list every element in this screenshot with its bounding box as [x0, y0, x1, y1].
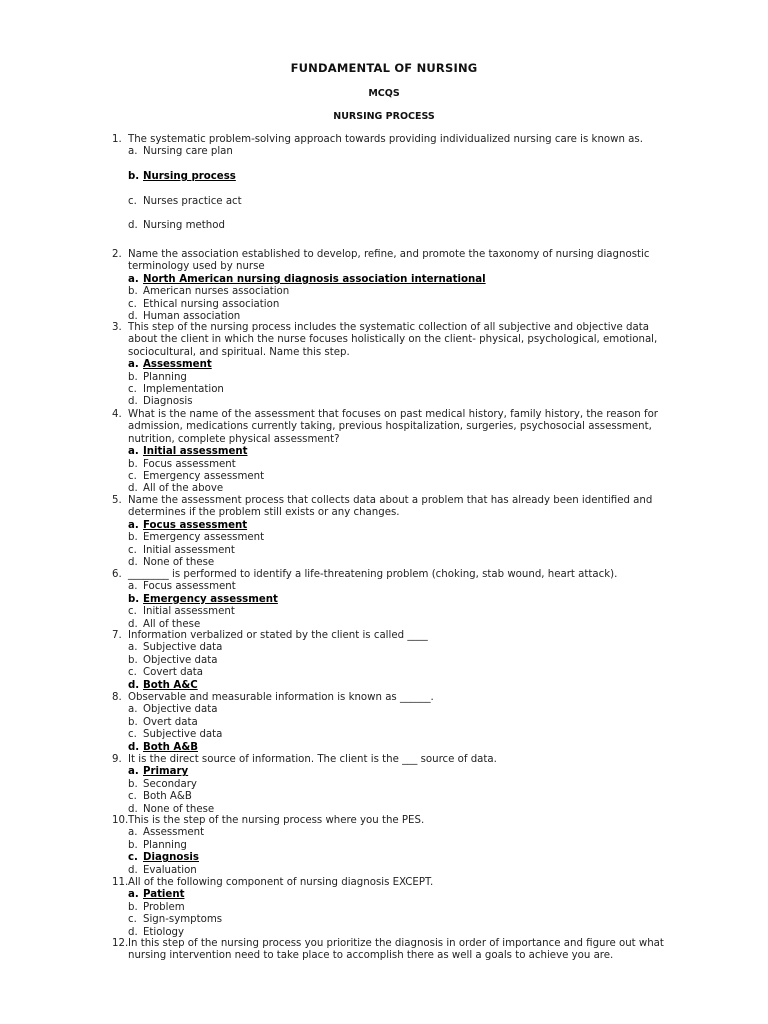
- question-number: 6.: [112, 569, 122, 580]
- answer-option: [128, 729, 672, 741]
- option-letter: b.: [128, 778, 138, 790]
- option-text: Planning: [143, 839, 187, 851]
- answer-options: [128, 642, 672, 692]
- question-item: [112, 692, 672, 754]
- option-letter: b.: [128, 901, 138, 913]
- option-letter: a.: [128, 519, 139, 531]
- correct-answer-option: [128, 889, 672, 901]
- answer-option: [128, 471, 672, 483]
- option-text: Nursing process: [143, 170, 236, 182]
- option-text: All of these: [143, 618, 201, 630]
- option-letter: d.: [128, 679, 140, 691]
- option-letter: d.: [128, 864, 138, 876]
- option-letter: a.: [128, 273, 139, 285]
- answer-option: [128, 532, 672, 544]
- option-letter: c.: [128, 791, 137, 803]
- correct-answer-option: [128, 171, 672, 183]
- question-text: Information verbalized or stated by the client is called ____: [128, 630, 428, 641]
- question-number: 9.: [112, 754, 122, 765]
- question-number: 1.: [112, 134, 122, 145]
- option-letter: d.: [128, 926, 138, 938]
- option-letter: c.: [128, 667, 137, 679]
- option-text: Etiology: [143, 926, 185, 938]
- answer-option: [128, 655, 672, 667]
- answer-options: [128, 704, 672, 754]
- option-letter: c.: [128, 195, 137, 207]
- question-text: Observable and measurable information is known as ______.: [128, 692, 434, 703]
- question-item: [112, 495, 672, 569]
- answer-option: [128, 840, 672, 852]
- answer-option: [128, 299, 672, 311]
- question-text: In this step of the nursing process you prioritize the diagnosis in order of importance and figure out what nursing intervention need to take place to accomplish there as well a goals to achieve you are.: [128, 938, 664, 962]
- option-letter: b.: [128, 839, 138, 851]
- option-text: Planning: [143, 371, 187, 383]
- option-text: Implementation: [143, 384, 224, 395]
- question-text: This step of the nursing process includes the systematic collection of all subjective and objective data about the client in which the nurse focuses holistically on the client- physical, psychological, emotional, sociocultural, and spiritual. Name this step.: [128, 322, 658, 358]
- option-letter: d.: [128, 483, 138, 495]
- question-number: 11.: [112, 877, 129, 888]
- option-text: Both A&B: [143, 741, 198, 753]
- correct-answer-option: [128, 742, 672, 754]
- question-text: The systematic problem-solving approach towards providing individualized nursing care is known as.: [128, 134, 643, 145]
- question-text: What is the name of the assessment that focuses on past medical history, family history, the reason for admission, medications currently taking, previous hospitalization, surgeries, psychosocial assessment, nutrition, complete physical assessment?: [128, 409, 658, 445]
- option-text: Human association: [143, 310, 241, 322]
- answer-option: [128, 581, 672, 593]
- correct-answer-option: [128, 766, 672, 778]
- answer-option: [128, 865, 672, 877]
- option-text: Nursing care plan: [143, 146, 233, 158]
- option-letter: c.: [128, 298, 137, 310]
- answer-option: [128, 396, 672, 408]
- option-text: Nursing method: [143, 220, 225, 232]
- answer-option: [128, 384, 672, 396]
- question-item: [112, 134, 672, 233]
- answer-option: [128, 667, 672, 679]
- option-text: Diagnosis: [143, 396, 193, 408]
- option-text: Overt data: [143, 716, 198, 728]
- answer-option: [128, 286, 672, 298]
- question-text: It is the direct source of information. The client is the ___ source of data.: [128, 754, 497, 765]
- option-letter: c.: [128, 852, 138, 864]
- option-text: Objective data: [143, 654, 218, 666]
- answer-option: [128, 372, 672, 384]
- option-letter: d.: [128, 556, 138, 568]
- option-text: Secondary: [143, 778, 197, 790]
- question-text: This is the step of the nursing process where you the PES.: [128, 815, 425, 826]
- question-number: 10.: [112, 815, 129, 826]
- correct-answer-option: [128, 852, 672, 864]
- option-text: Subjective data: [143, 729, 223, 741]
- answer-option: [128, 545, 672, 557]
- answer-options: [128, 274, 672, 324]
- option-letter: c.: [128, 471, 137, 482]
- answer-option: [128, 606, 672, 618]
- question-item: [112, 630, 672, 692]
- question-number: 12.: [112, 938, 129, 949]
- option-text: None of these: [143, 803, 215, 815]
- option-text: Emergency assessment: [143, 593, 278, 605]
- question-item: [112, 249, 672, 323]
- option-letter: a.: [128, 146, 138, 158]
- question-number: 5.: [112, 495, 122, 506]
- question-item: [112, 938, 672, 963]
- answer-options: [128, 146, 672, 232]
- option-letter: b.: [128, 716, 138, 728]
- answer-option: [128, 642, 672, 654]
- option-letter: b.: [128, 286, 138, 298]
- option-text: Diagnosis: [143, 852, 199, 864]
- option-letter: c.: [128, 544, 137, 556]
- option-letter: b.: [128, 371, 138, 383]
- correct-answer-option: [128, 446, 672, 458]
- answer-option: [128, 146, 672, 158]
- question-text: ________ is performed to identify a life-threatening problem (choking, stab wound, heart attack).: [128, 569, 618, 580]
- option-letter: d.: [128, 618, 138, 630]
- answer-option: [128, 791, 672, 803]
- question-number: 2.: [112, 249, 122, 260]
- answer-options: [128, 827, 672, 877]
- option-text: Objective data: [143, 704, 218, 716]
- option-letter: a.: [128, 827, 138, 839]
- answer-option: [128, 827, 672, 839]
- option-text: Primary: [143, 766, 189, 778]
- option-text: North American nursing diagnosis association international: [143, 273, 486, 285]
- option-text: Both A&C: [143, 679, 198, 691]
- option-text: Focus assessment: [143, 458, 236, 470]
- correct-answer-option: [128, 594, 672, 606]
- option-letter: c.: [128, 914, 137, 926]
- question-number: 7.: [112, 630, 122, 641]
- option-text: None of these: [143, 556, 215, 568]
- answer-option: [128, 914, 672, 926]
- option-text: Focus assessment: [143, 519, 248, 531]
- option-text: All of the above: [143, 483, 224, 495]
- option-letter: b.: [128, 593, 140, 605]
- option-letter: a.: [128, 581, 138, 593]
- option-letter: d.: [128, 220, 138, 232]
- option-text: Initial assessment: [143, 446, 248, 458]
- option-text: Nurses practice act: [143, 195, 242, 207]
- option-text: Assessment: [143, 827, 205, 839]
- answer-options: [128, 766, 672, 816]
- correct-answer-option: [128, 359, 672, 371]
- answer-options: [128, 581, 672, 631]
- question-text: Name the assessment process that collects data about a problem that has already been identified and determines if the problem still exists or any changes.: [128, 495, 653, 519]
- option-letter: b.: [128, 532, 138, 544]
- question-item: [112, 754, 672, 816]
- section-heading: NURSING PROCESS: [333, 111, 435, 122]
- option-letter: a.: [128, 446, 139, 458]
- question-item: [112, 409, 672, 496]
- document-subtitle: MCQS: [368, 88, 400, 99]
- option-letter: d.: [128, 396, 138, 408]
- question-number: 3.: [112, 322, 122, 333]
- option-letter: d.: [128, 310, 138, 322]
- option-text: American nurses association: [143, 286, 290, 298]
- option-text: Patient: [143, 889, 185, 901]
- option-letter: a.: [128, 704, 138, 716]
- option-letter: a.: [128, 766, 139, 778]
- answer-option: [128, 717, 672, 729]
- option-letter: c.: [128, 384, 137, 395]
- option-text: Problem: [143, 901, 185, 913]
- option-letter: b.: [128, 458, 138, 470]
- option-text: Emergency assessment: [143, 532, 265, 544]
- option-letter: c.: [128, 606, 137, 618]
- correct-answer-option: [128, 274, 672, 286]
- option-text: Evaluation: [143, 864, 197, 876]
- answer-option: [128, 220, 672, 232]
- question-number: 8.: [112, 692, 122, 703]
- option-letter: a.: [128, 889, 139, 901]
- answer-option: [128, 902, 672, 914]
- option-text: Both A&B: [143, 791, 192, 803]
- option-letter: c.: [128, 729, 137, 741]
- answer-option: [128, 557, 672, 569]
- question-text: Name the association established to develop, refine, and promote the taxonomy of nursing diagnostic terminology used by nurse: [128, 249, 650, 273]
- answer-option: [128, 196, 672, 208]
- answer-options: [128, 359, 672, 409]
- question-item: [112, 569, 672, 631]
- question-item: [112, 322, 672, 409]
- answer-options: [128, 520, 672, 570]
- question-text: All of the following component of nursing diagnosis EXCEPT.: [128, 877, 434, 888]
- question-item: [112, 815, 672, 877]
- option-letter: a.: [128, 359, 139, 371]
- option-text: Emergency assessment: [143, 471, 265, 482]
- answer-options: [128, 889, 672, 939]
- correct-answer-option: [128, 520, 672, 532]
- answer-option: [128, 704, 672, 716]
- answer-option: [128, 483, 672, 495]
- answer-option: [128, 779, 672, 791]
- document-title: FUNDAMENTAL OF NURSING: [290, 61, 478, 75]
- option-text: Subjective data: [143, 642, 223, 654]
- option-text: Assessment: [143, 359, 212, 371]
- option-letter: b.: [128, 170, 140, 182]
- option-letter: d.: [128, 803, 138, 815]
- option-letter: d.: [128, 741, 140, 753]
- question-number: 4.: [112, 409, 122, 420]
- answer-options: [128, 446, 672, 496]
- correct-answer-option: [128, 680, 672, 692]
- option-text: Sign-symptoms: [143, 914, 223, 926]
- option-text: Ethical nursing association: [143, 298, 280, 310]
- option-text: Initial assessment: [143, 544, 235, 556]
- answer-option: [128, 459, 672, 471]
- option-text: Initial assessment: [143, 606, 235, 618]
- option-letter: b.: [128, 654, 138, 666]
- option-letter: a.: [128, 642, 138, 654]
- option-text: Covert data: [143, 667, 204, 679]
- question-item: [112, 877, 672, 939]
- option-text: Focus assessment: [143, 581, 236, 593]
